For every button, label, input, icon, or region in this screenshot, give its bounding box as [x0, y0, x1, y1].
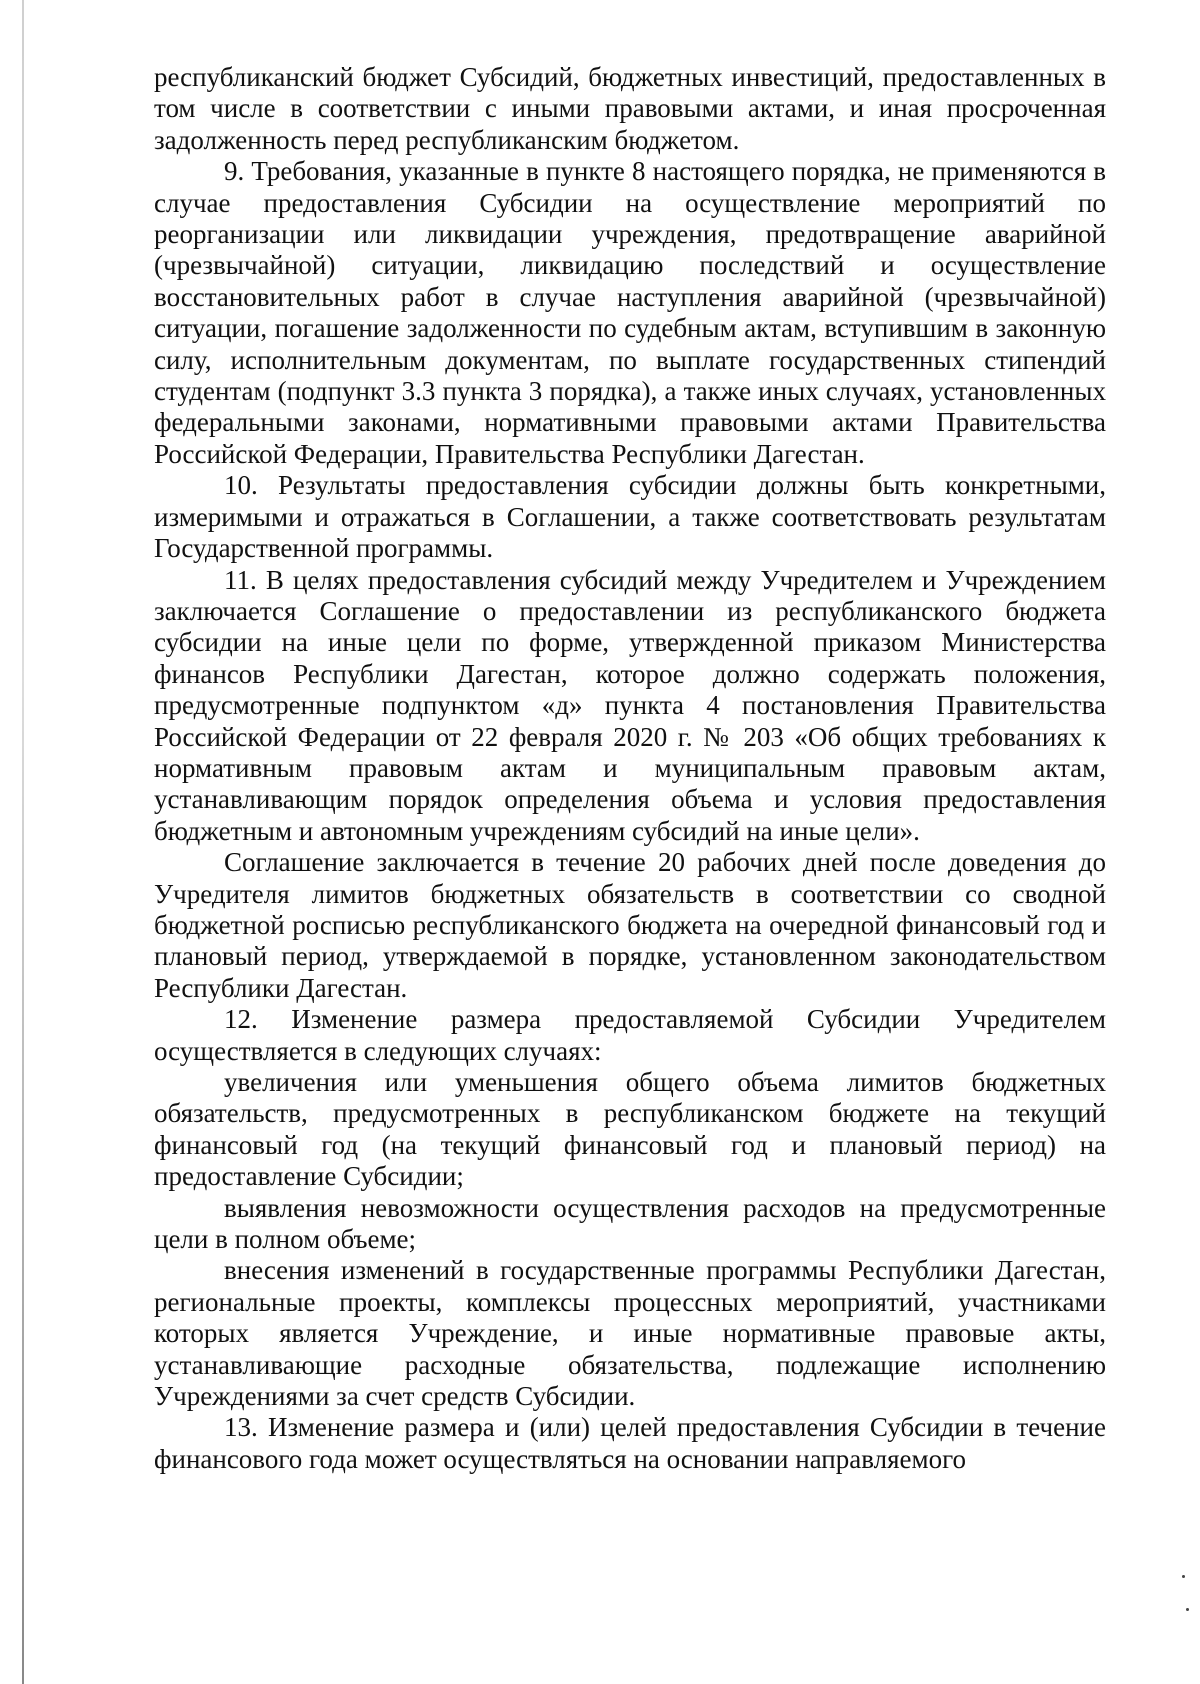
paragraph-12-case-limits: увеличения или уменьшения общего объема лимитов бюджетных обязательств, предусмотренных в республиканском бюджете на текущий финансовый год (на текущий финансовый год и плановый период) на предоставление Субсидии; — [154, 1067, 1106, 1192]
paragraph-intro-continuation: республиканский бюджет Субсидий, бюджетных инвестиций, предоставленных в том числе в соответствии с иными правовыми актами, и иная просроченная задолженность перед республиканским бюджетом. — [154, 62, 1106, 155]
scan-speck — [1186, 1608, 1189, 1611]
paragraph-10: 10. Результаты предоставления субсидии должны быть конкретными, измеримыми и отражаться в Соглашении, а также соответствовать результатам Государственной программы. — [154, 470, 1106, 564]
paragraph-12: 12. Изменение размера предоставляемой Субсидии Учредителем осуществляется в следующих случаях: — [154, 1004, 1106, 1066]
paragraph-12-case-impossibility: выявления невозможности осуществления расходов на предусмотренные цели в полном объеме; — [154, 1192, 1106, 1255]
scan-left-edge — [22, 0, 24, 1684]
paragraph-12-case-program-changes: внесения изменений в государственные программы Республики Дагестан, региональные проекты, комплексы процессных мероприятий, участниками которых является Учреждение, и иные нормативные правовые акты, устанавливающие расходные обязательства, подлежащие исполнению Учреждениями за счет средств Субсидии. — [154, 1255, 1106, 1412]
paragraph-9: 9. Требования, указанные в пункте 8 настоящего порядка, не применяются в случае предоставления Субсидии на осуществление мероприятий по реорганизации или ликвидации учреждения, предотвращение аварийной (чрезвычайной) ситуации, ликвидацию последствий и осуществление восстановительных работ в случае наступления аварийной (чрезвычайной) ситуации, погашение задолженности по судебным актам, вступившим в законную силу, исполнительным документам, по выплате государственных стипендий студентам (подпункт 3.3 пункта 3 порядка), а также иных случаях, установленных федеральными законами, нормативными правовыми актами Правительства Российской Федерации, Правительства Республики Дагестан. — [154, 156, 1106, 469]
scan-speck — [1182, 1575, 1185, 1578]
document-body — [154, 62, 1106, 1475]
paragraph-11-agreement-term: Соглашение заключается в течение 20 рабочих дней после доведения до Учредителя лимитов бюджетных обязательств в соответствии со сводной бюджетной росписью республиканского бюджета на очередной финансовый год и плановый период, утверждаемой в порядке, установленном законодательством Республики Дагестан. — [154, 847, 1106, 1003]
paragraph-13: 13. Изменение размера и (или) целей предоставления Субсидии в течение финансового года может осуществляться на основании направляемого — [154, 1412, 1106, 1474]
paragraph-11: 11. В целях предоставления субсидий между Учредителем и Учреждением заключается Соглашение о предоставлении из республиканского бюджета субсидии на иные цели по форме, утвержденной приказом Министерства финансов Республики Дагестан, которое должно содержать положения, предусмотренные подпунктом «д» пункта 4 постановления Правительства Российской Федерации от 22 февраля 2020 г. № 203 «Об общих требованиях к нормативным правовым актам и муниципальным правовым актам, устанавливающим порядок определения объема и условия предоставления бюджетным и автономным учреждениям субсидий на иные цели». — [154, 564, 1106, 846]
